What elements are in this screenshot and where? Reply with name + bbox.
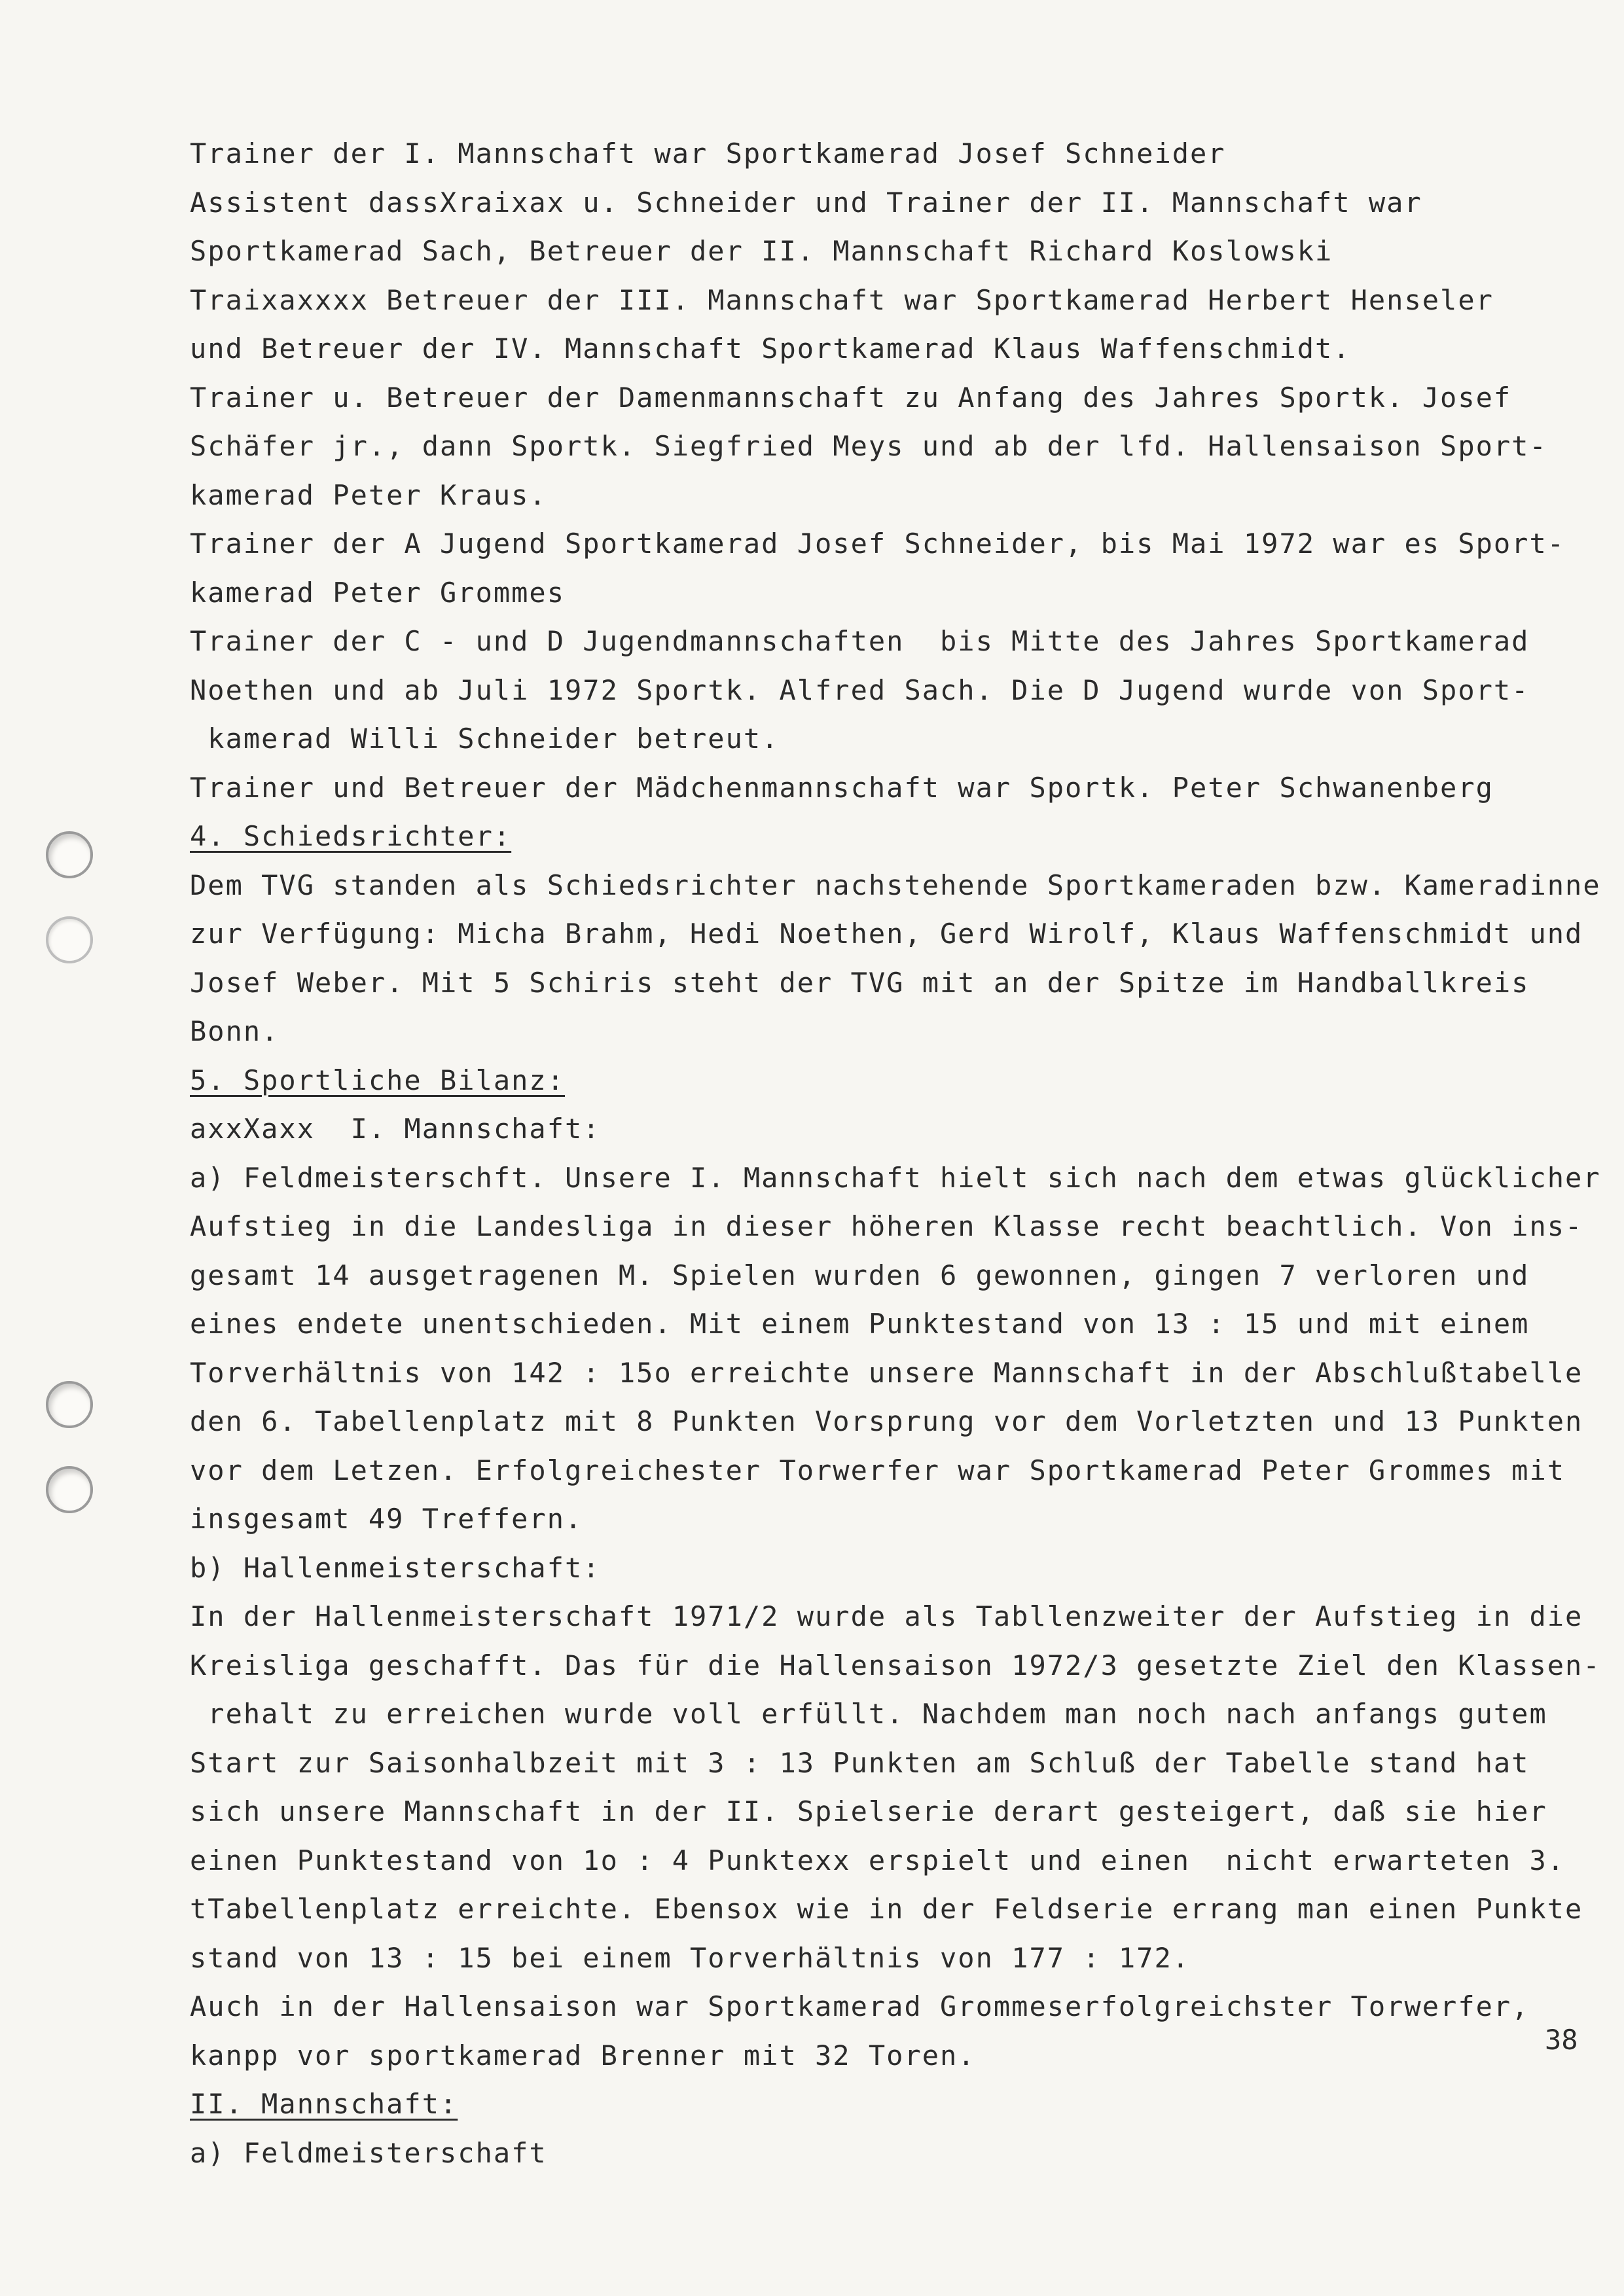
text-line: kamerad Peter Kraus.: [190, 478, 547, 511]
text-line: kanpp vor sportkamerad Brenner mit 32 Toren.: [190, 2039, 976, 2072]
text-line: Aufstieg in die Landesliga in dieser höheren Klasse recht beachtlich. Von ins-: [190, 1210, 1583, 1242]
text-line: stand von 13 : 15 bei einem Torverhältnis von 177 : 172.: [190, 1941, 1191, 1974]
text-line: kamerad Peter Grommes: [190, 576, 566, 609]
text-line: 4. Schiedsrichter:: [190, 820, 512, 852]
punch-hole-icon: [46, 1381, 93, 1428]
text-line: Sportkamerad Sach, Betreuer der II. Mannschaft Richard Koslowski: [190, 235, 1333, 267]
text-line: Noethen und ab Juli 1972 Sportk. Alfred Sach. Die D Jugend wurde von Sport-: [190, 673, 1530, 706]
text-line: Josef Weber. Mit 5 Schiris steht der TVG mit an der Spitze im Handballkreis: [190, 966, 1530, 999]
text-line: tTabellenplatz erreichte. Ebensox wie in der Feldserie errang man einen Punkte: [190, 1893, 1583, 1925]
text-line: kamerad Willi Schneider betreut.: [190, 723, 780, 755]
text-line: rehalt zu erreichen wurde voll erfüllt. Nachdem man noch nach anfangs gutem: [190, 1698, 1547, 1730]
text-line: Trainer und Betreuer der Mädchenmannschaft war Sportk. Peter Schwanenberg: [190, 771, 1494, 804]
text-line: Torverhältnis von 142 : 15o erreichte unsere Mannschaft in der Abschlußtabelle: [190, 1356, 1583, 1389]
text-line: einen Punktestand von 1o : 4 Punktexx erspielt und einen nicht erwarteten 3.: [190, 1844, 1566, 1876]
text-line: Traixaxxxx Betreuer der III. Mannschaft war Sportkamerad Herbert Henseler: [190, 283, 1494, 316]
punch-hole-icon: [46, 831, 93, 878]
text-line: b) Hallenmeisterschaft:: [190, 1551, 601, 1584]
text-line: Dem TVG standen als Schiedsrichter nachstehende Sportkameraden bzw. Kameradinne: [190, 869, 1601, 901]
punch-hole-icon: [46, 1466, 93, 1513]
text-line: Assistent dassXraixax u. Schneider und Trainer der II. Mannschaft war: [190, 186, 1422, 219]
text-line: Schäfer jr., dann Sportk. Siegfried Meys und ab der lfd. Hallensaison Sport-: [190, 430, 1547, 462]
punch-hole-icon: [46, 916, 93, 963]
text-line: gesamt 14 ausgetragenen M. Spielen wurden 6 gewonnen, gingen 7 verloren und: [190, 1259, 1530, 1291]
text-line: Trainer u. Betreuer der Damenmannschaft zu Anfang des Jahres Sportk. Josef: [190, 381, 1512, 414]
text-line: und Betreuer der IV. Mannschaft Sportkamerad Klaus Waffenschmidt.: [190, 332, 1351, 365]
text-line: In der Hallenmeisterschaft 1971/2 wurde als Tabllenzweiter der Aufstieg in die: [190, 1600, 1583, 1632]
text-line: II. Mannschaft:: [190, 2088, 458, 2120]
text-line: Trainer der C - und D Jugendmannschaften bis Mitte des Jahres Sportkamerad: [190, 625, 1530, 657]
text-line: den 6. Tabellenplatz mit 8 Punkten Vorsprung vor dem Vorletzten und 13 Punkten: [190, 1405, 1583, 1437]
page-number: 38: [1545, 2024, 1578, 2056]
text-line: zur Verfügung: Micha Brahm, Hedi Noethen, Gerd Wirolf, Klaus Waffenschmidt und: [190, 918, 1583, 950]
text-line: Trainer der A Jugend Sportkamerad Josef Schneider, bis Mai 1972 war es Sport-: [190, 528, 1566, 560]
text-line: a) Feldmeisterschft. Unsere I. Mannschaft hielt sich nach dem etwas glücklicher: [190, 1161, 1601, 1194]
text-line: Trainer der I. Mannschaft war Sportkamerad Josef Schneider: [190, 137, 1226, 170]
text-line: 5. Sportliche Bilanz:: [190, 1064, 566, 1096]
text-line: vor dem Letzen. Erfolgreichester Torwerfer war Sportkamerad Peter Grommes mit: [190, 1454, 1566, 1486]
text-line: insgesamt 49 Treffern.: [190, 1503, 583, 1535]
text-line: Start zur Saisonhalbzeit mit 3 : 13 Punkten am Schluß der Tabelle stand hat: [190, 1746, 1530, 1779]
text-line: Kreisliga geschafft. Das für die Hallensaison 1972/3 gesetzte Ziel den Klassen-: [190, 1649, 1601, 1681]
text-line: a) Feldmeisterschaft: [190, 2136, 547, 2169]
text-line: Bonn.: [190, 1015, 280, 1047]
text-line: eines endete unentschieden. Mit einem Punktestand von 13 : 15 und mit einem: [190, 1308, 1530, 1340]
text-line: axxXaxx I. Mannschaft:: [190, 1113, 601, 1145]
text-line: Auch in der Hallensaison war Sportkamerad Grommeserfolgreichster Torwerfer,: [190, 1990, 1530, 2022]
text-line: sich unsere Mannschaft in der II. Spielserie derart gesteigert, daß sie hier: [190, 1795, 1547, 1827]
